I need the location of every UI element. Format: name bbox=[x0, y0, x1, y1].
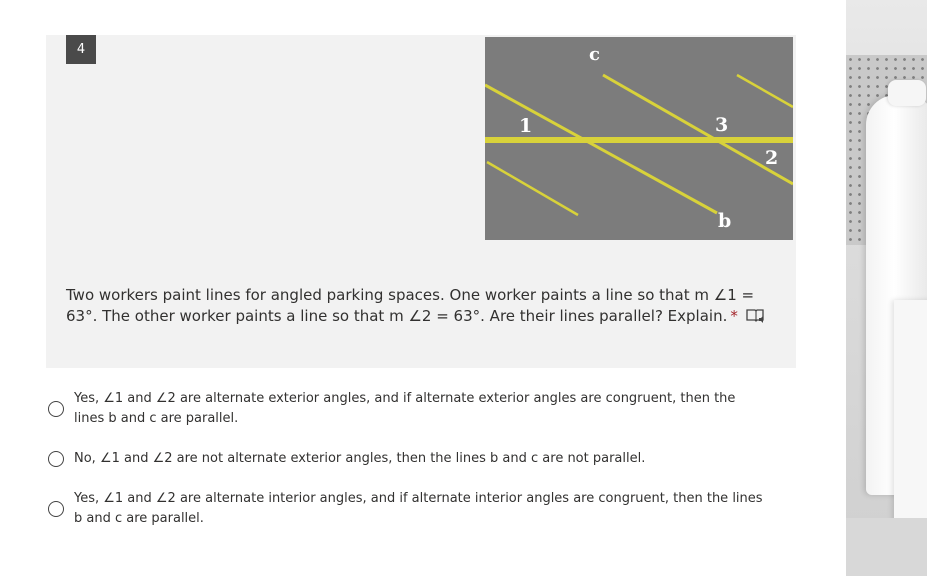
background-bottle-cap bbox=[888, 80, 926, 106]
answer-option-3-label: Yes, ∠1 and ∠2 are alternate interior angles, and if alternate interior angles are congruent, then the lines b and c are parallel. bbox=[74, 491, 763, 526]
required-marker: * bbox=[730, 307, 738, 325]
answer-option-1-label: Yes, ∠1 and ∠2 are alternate exterior angles, and if alternate exterior angles are congruent, then the lines b and c are parallel. bbox=[74, 391, 736, 426]
question-number-badge: 4 bbox=[66, 35, 96, 64]
figure-label-1: 1 bbox=[519, 115, 533, 137]
answer-option-3[interactable] bbox=[46, 489, 776, 529]
background-shelf bbox=[846, 518, 927, 576]
question-figure bbox=[485, 37, 793, 240]
radio-icon[interactable] bbox=[48, 401, 64, 417]
background-decoration bbox=[846, 0, 927, 576]
figure-label-b: b bbox=[718, 210, 732, 232]
question-card bbox=[46, 35, 796, 368]
answer-option-1[interactable] bbox=[46, 389, 776, 429]
answer-option-2[interactable] bbox=[46, 449, 776, 469]
question-text-block bbox=[66, 285, 766, 327]
figure-label-2: 2 bbox=[765, 147, 779, 169]
question-text: Two workers paint lines for angled parking spaces. One worker paints a line so that m ∠1 = 63°. The other worker paints a line so that m ∠2 = 63°. Are their lines parallel? Explain. bbox=[66, 286, 755, 325]
background-box bbox=[894, 300, 927, 530]
radio-icon[interactable] bbox=[48, 451, 64, 467]
figure-label-3: 3 bbox=[715, 114, 729, 136]
radio-icon[interactable] bbox=[48, 501, 64, 517]
answer-option-2-label: No, ∠1 and ∠2 are not alternate exterior angles, then the lines b and c are not parallel. bbox=[74, 451, 646, 466]
figure-label-c: c bbox=[589, 44, 600, 65]
immersive-reader-icon[interactable] bbox=[746, 307, 766, 325]
